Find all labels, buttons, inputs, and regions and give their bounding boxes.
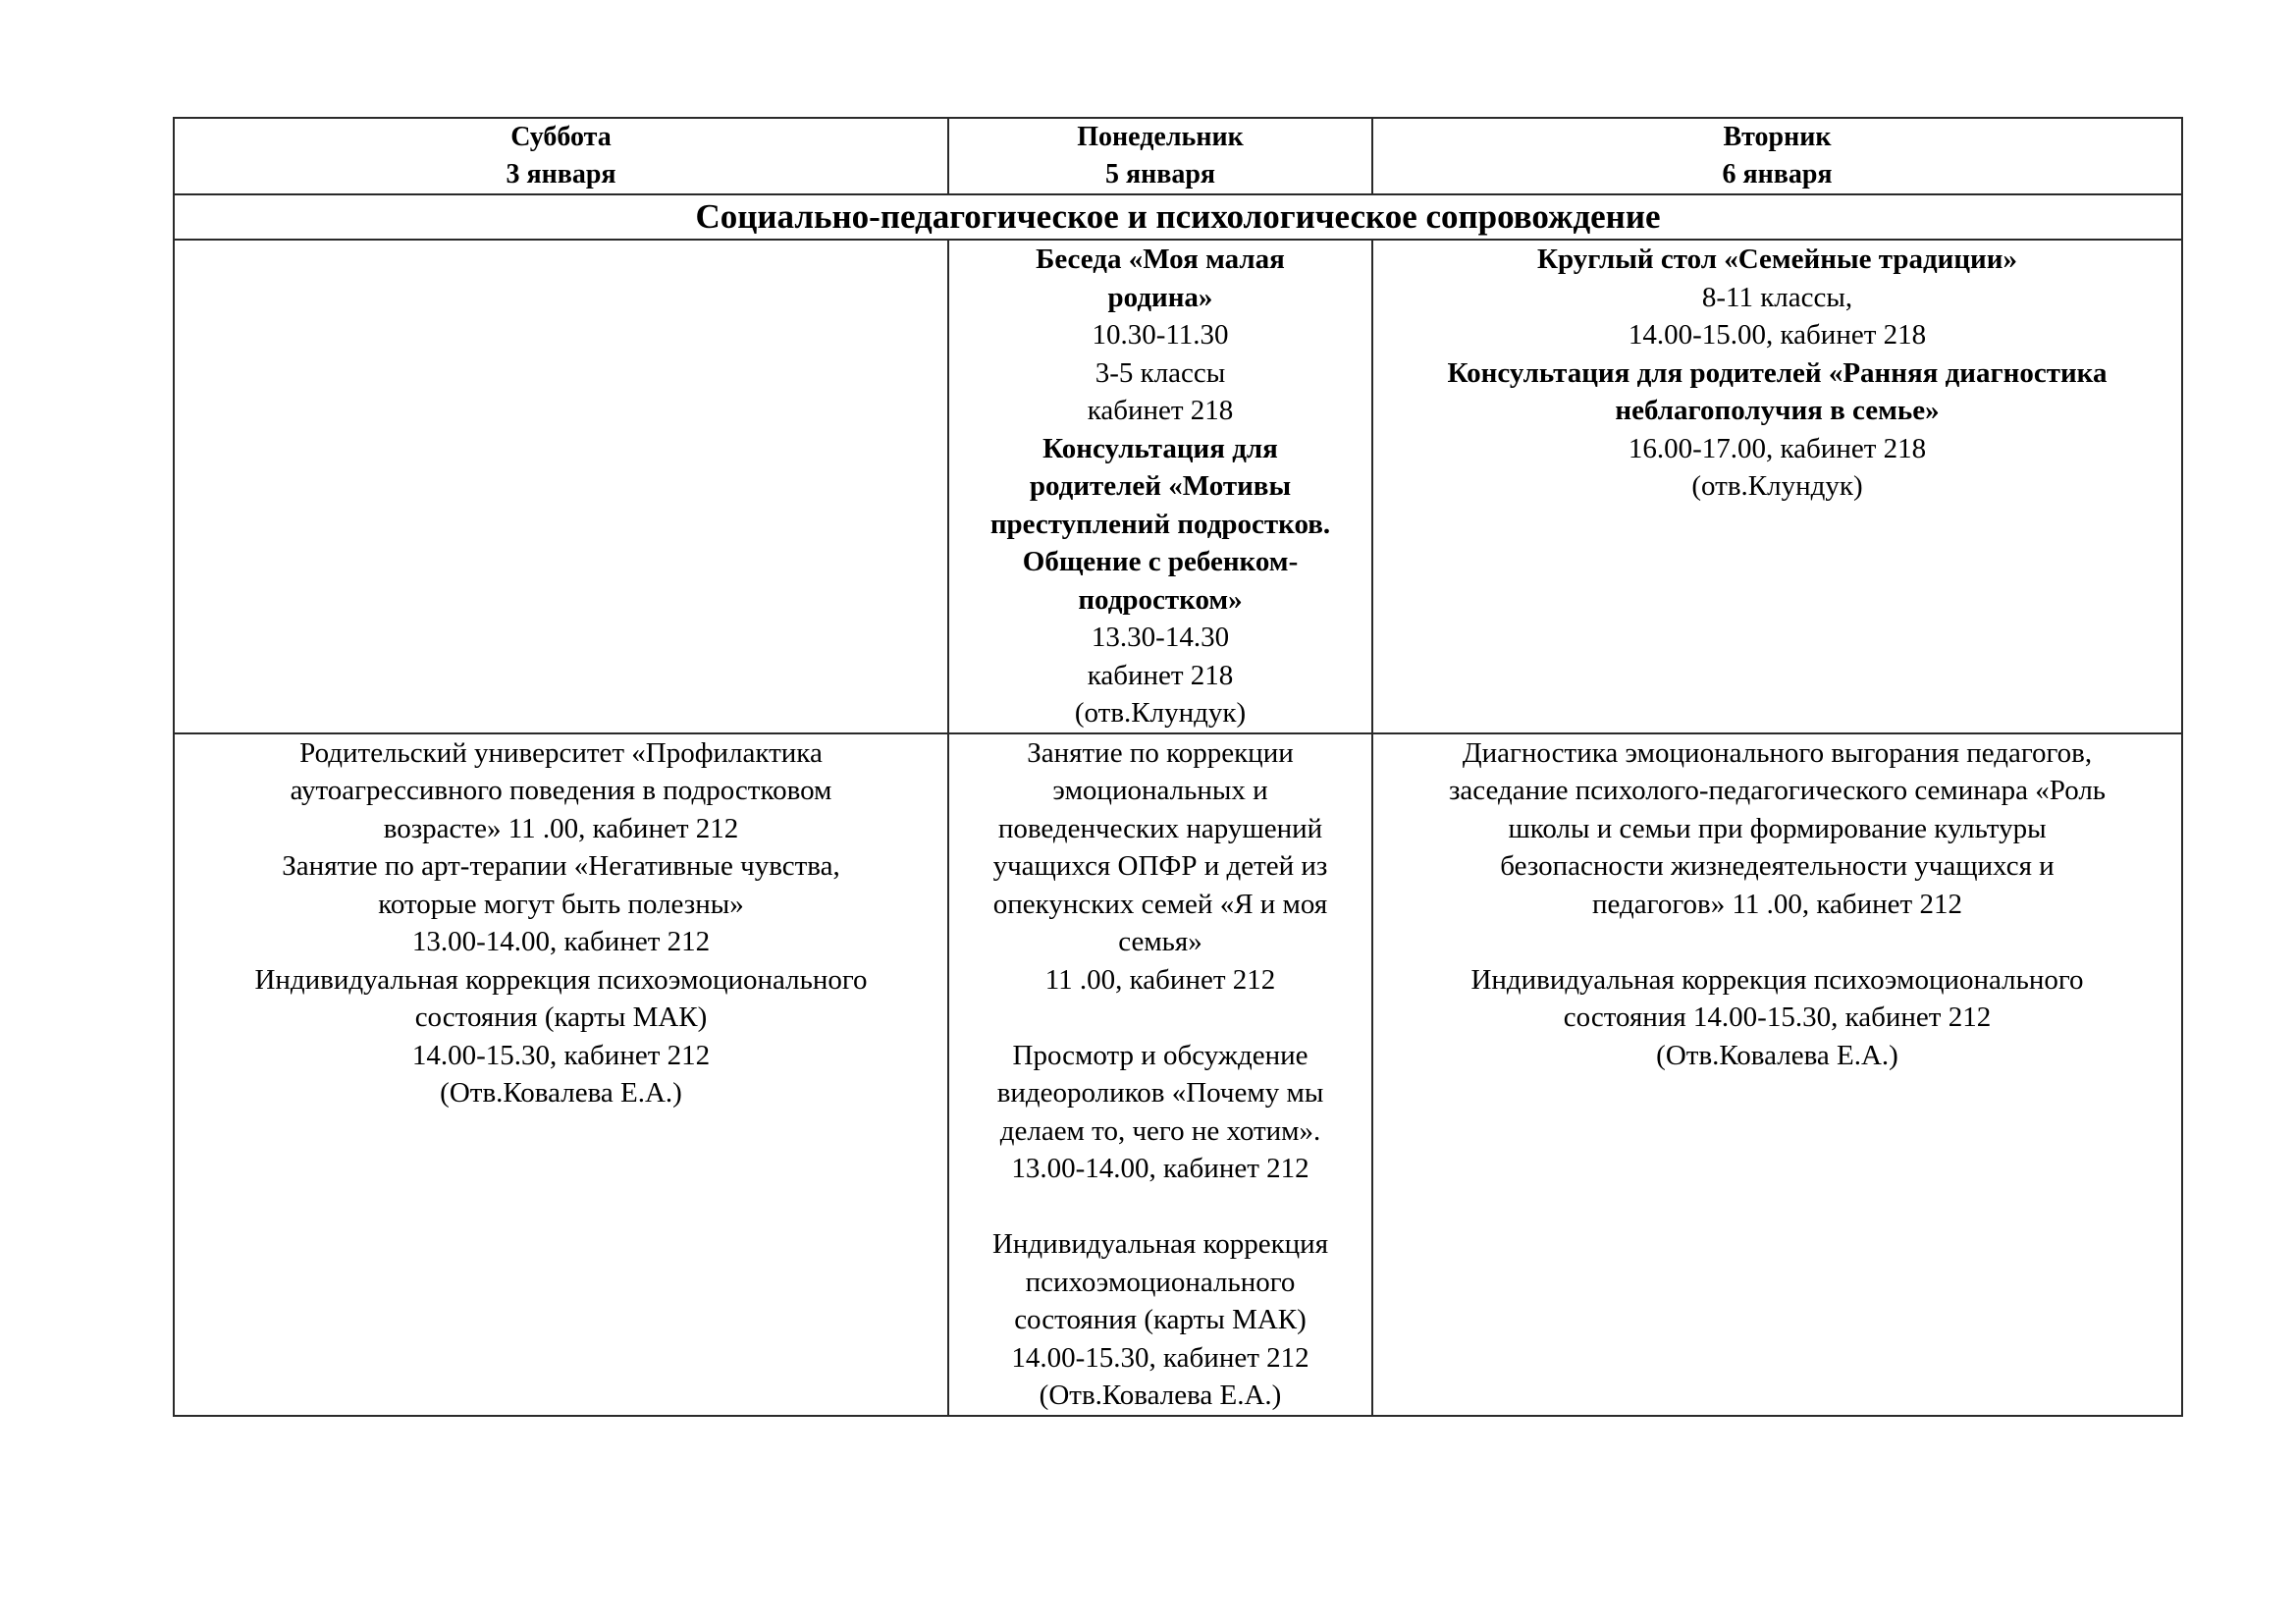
event-text-line: поведенческих нарушений — [997, 812, 1323, 844]
table-row — [174, 733, 2182, 1416]
event-title-line: родина» — [1107, 281, 1213, 313]
event-text-line: семья» — [1118, 926, 1202, 957]
day-name: Понедельник — [1077, 122, 1244, 152]
event-text-line: состояния 14.00-15.30, кабинет 212 — [1563, 1001, 1992, 1033]
cell-saturday — [174, 240, 948, 733]
cell-tuesday — [1372, 240, 2182, 733]
event-text-line: Диагностика эмоционального выгорания педагогов, — [1462, 736, 2093, 769]
header-cell-tuesday — [1372, 118, 2182, 194]
event-text-line: возрасте» 11 .00, кабинет 212 — [383, 812, 739, 844]
event-title-line: неблагополучия в семье» — [1615, 395, 1940, 426]
event-text-line: (Отв.Ковалева Е.А.) — [440, 1077, 682, 1109]
header-cell-monday — [948, 118, 1372, 194]
event-text-line: Родительский университет «Профилактика — [299, 736, 823, 769]
blank-line — [955, 999, 1365, 1037]
event-title-line: Беседа «Моя малая — [1036, 244, 1285, 275]
cell-tuesday — [1372, 733, 2182, 1416]
event-text-line: (отв.Клундук) — [1074, 697, 1247, 729]
event-text-line: (Отв.Ковалева Е.А.) — [1039, 1380, 1282, 1411]
event-text-line: заседание психолого-педагогического семинара «Роль — [1448, 775, 2107, 806]
event-title-line: Круглый стол «Семейные традиции» — [1537, 244, 2017, 275]
event-text-line: состояния (карты МАК) — [1014, 1304, 1307, 1335]
schedule-table — [173, 117, 2183, 1417]
event-text-line: учащихся ОПФР и детей из — [992, 850, 1328, 882]
event-text-line: 13.00-14.00, кабинет 212 — [1011, 1153, 1309, 1184]
day-date: 5 января — [1104, 159, 1216, 189]
section-row — [174, 194, 2182, 240]
event-text-line: опекунских семей «Я и моя — [992, 888, 1328, 920]
cell-saturday — [174, 733, 948, 1416]
event-text-line: 16.00-17.00, кабинет 218 — [1628, 432, 1927, 464]
event-text-line: 13.30-14.30 — [1091, 622, 1230, 653]
event-title-line: подростком» — [1078, 583, 1243, 616]
event-text-line: 14.00-15.30, кабинет 212 — [411, 1039, 711, 1071]
section-title: Социально-педагогическое и психологическое сопровождение — [174, 194, 2182, 240]
event-text-line: психоэмоционального — [1025, 1266, 1296, 1298]
event-text-line: педагогов» 11 .00, кабинет 212 — [1592, 888, 1962, 920]
event-text-line: 10.30-11.30 — [1092, 319, 1229, 351]
event-text-line: Индивидуальная коррекция психоэмоционального — [254, 963, 868, 996]
event-text-line: Индивидуальная коррекция психоэмоционального — [1470, 963, 2084, 996]
event-text-line: кабинет 218 — [1087, 659, 1234, 691]
header-row — [174, 118, 2182, 194]
event-title-line: Консультация для — [1042, 432, 1278, 464]
event-text-line: кабинет 218 — [1087, 395, 1234, 426]
event-text-line: которые могут быть полезны» — [378, 888, 744, 920]
event-text-line: (отв.Клундук) — [1691, 470, 1863, 502]
blank-line — [955, 1188, 1365, 1226]
event-text-line: Индивидуальная коррекция — [991, 1228, 1329, 1260]
event-text-line: Занятие по коррекции — [1027, 736, 1294, 769]
event-text-line: 3-5 классы — [1095, 356, 1226, 389]
event-text-line: 11 .00, кабинет 212 — [1044, 963, 1276, 996]
header-cell-saturday — [174, 118, 948, 194]
day-date: 3 января — [506, 159, 616, 189]
event-title-line: Общение с ребенком- — [1022, 546, 1299, 577]
event-text-line: Занятие по арт-терапии «Негативные чувства, — [282, 850, 840, 882]
event-text-line: делаем то, чего не хотим». — [999, 1114, 1321, 1147]
event-text-line: 13.00-14.00, кабинет 212 — [411, 926, 711, 957]
event-text-line: школы и семьи при формирование культуры — [1508, 812, 2047, 844]
day-date: 6 января — [1722, 159, 1833, 189]
event-text-line: видеороликов «Почему мы — [996, 1077, 1324, 1109]
blank-line — [1379, 923, 2175, 961]
cell-monday — [948, 240, 1372, 733]
event-title-line: Консультация для родителей «Ранняя диагностика — [1447, 356, 2108, 389]
event-text-line: 14.00-15.30, кабинет 212 — [1011, 1341, 1309, 1374]
event-text-line: 14.00-15.00, кабинет 218 — [1628, 319, 1927, 351]
event-text-line: состояния (карты МАК) — [414, 1001, 708, 1033]
table-row — [174, 240, 2182, 733]
event-text-line: эмоциональных и — [1052, 775, 1268, 806]
cell-monday — [948, 733, 1372, 1416]
day-name: Вторник — [1723, 122, 1832, 152]
event-title-line: родителей «Мотивы — [1029, 470, 1292, 502]
event-text-line: Просмотр и обсуждение — [1012, 1039, 1308, 1071]
event-title-line: преступлений подростков. — [989, 508, 1331, 540]
event-text-line: 8-11 классы, — [1701, 281, 1853, 313]
event-text-line: (Отв.Ковалева Е.А.) — [1656, 1039, 1898, 1071]
event-text-line: безопасности жизнедеятельности учащихся и — [1500, 850, 2055, 882]
event-text-line: аутоагрессивного поведения в подростковом — [290, 775, 832, 806]
day-name: Суббота — [510, 122, 612, 152]
